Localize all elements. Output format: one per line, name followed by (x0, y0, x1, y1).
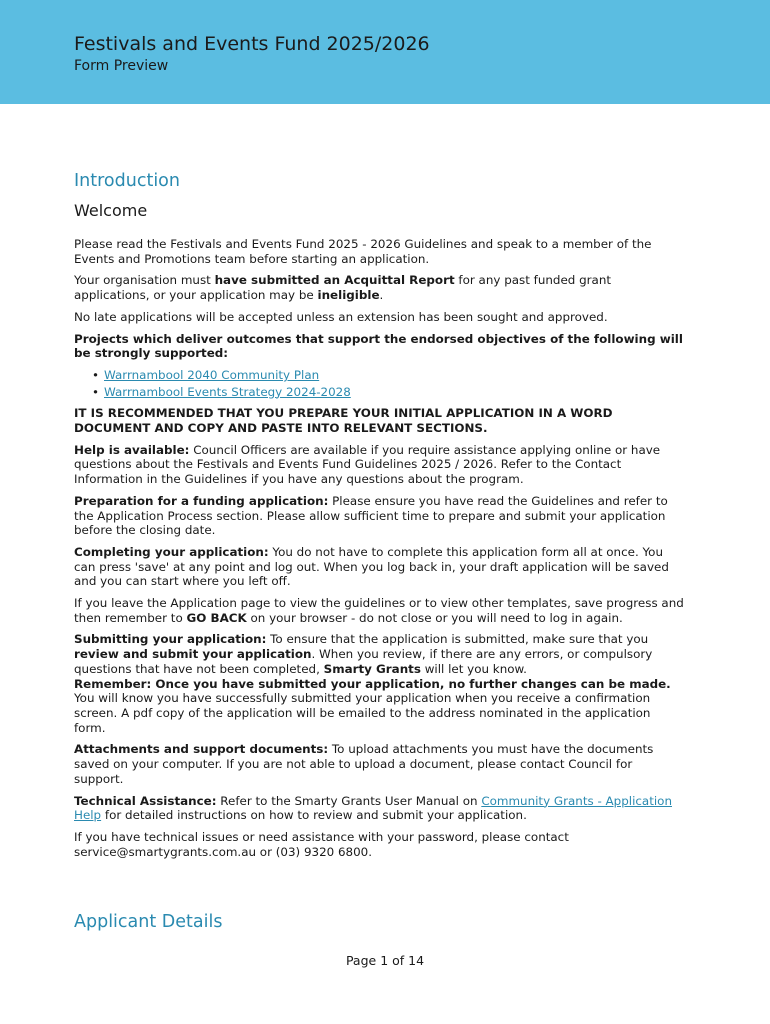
technical-assistance-label: Technical Assistance: (74, 793, 217, 808)
preparation-paragraph (74, 494, 684, 538)
attachments-text: To upload attachments you must have the documents saved on your computer. If you are not able to upload a document, please contact Council for support. (74, 742, 654, 786)
technical-text-1: Refer to the Smarty Grants User Manual on (216, 793, 482, 808)
objectives-bold: Projects which deliver outcomes that support the endorsed objectives of the following will be strongly supported: (74, 331, 683, 361)
submitting-label: Submitting your application: (74, 632, 267, 647)
completing-text: You do not have to complete this application form all at once. You can press 'save' at any point and log out. When you log back in, your draft application will be saved and you can start where you left off. (74, 544, 669, 589)
help-text: Council Officers are available if you require assistance applying online or have questions about the Festivals and Events Fund Guidelines 2025 / 2026. Refer to the Contact Information in the Guidelines if you have any questions about the program. (74, 442, 661, 487)
page-number: Page 1 of 14 (345, 953, 425, 968)
acquittal-paragraph (74, 273, 684, 302)
events-strategy-link[interactable]: Warrnambool Events Strategy 2024-2028 (104, 384, 351, 399)
list-item (104, 385, 684, 400)
attachments-paragraph (74, 742, 684, 786)
introduction-section (74, 170, 684, 866)
acquittal-bold: have submitted an Acquittal Report (214, 273, 455, 288)
recommendation-bold: IT IS RECOMMENDED THAT YOU PREPARE YOUR INITIAL APPLICATION IN A WORD DOCUMENT AND COPY AND PASTE INTO RELEVANT SECTIONS. (74, 406, 613, 436)
submitting-paragraph (74, 632, 684, 676)
remember-text: You will know you have successfully submitted your application when you receive a confirmation screen. A pdf copy of the application will be emailed to the address nominated in the application form. (74, 691, 651, 735)
attachments-label: Attachments and support documents: (74, 742, 329, 757)
technical-text-2: for detailed instructions on how to review and submit your application. (101, 808, 527, 823)
objectives-paragraph (74, 332, 684, 361)
submitting-text-1: To ensure that the application is submitted, make sure that you (266, 632, 649, 647)
remember-paragraph (74, 677, 684, 736)
form-title: Festivals and Events Fund 2025/2026 (74, 33, 430, 55)
review-submit-bold: review and submit your application (74, 647, 312, 662)
completing-label: Completing your application: (74, 544, 269, 559)
technical-assistance-paragraph (74, 794, 684, 823)
leave-text-1: If you leave the Application page to view the guidelines or to view other templates, save progress and then remember to (74, 596, 684, 625)
preparation-label: Preparation for a funding application: (74, 493, 329, 508)
remember-bold: Remember: Once you have submitted your application, no further changes can be made. (74, 676, 671, 691)
guidelines-paragraph: Please read the Festivals and Events Fund 2025 - 2026 Guidelines and speak to a member of the Events and Promotions team before starting an application. (74, 237, 652, 266)
contact-paragraph: If you have technical issues or need assistance with your password, please contact service@smartygrants.com.au or (03) 9320 6800. (74, 829, 569, 859)
list-item (104, 368, 684, 383)
preparation-text: Please ensure you have read the Guidelines and refer to the Application Process section. Please allow sufficient time to prepare and submit your application before the closing date. (74, 493, 668, 538)
acquittal-text-2: for any past funded grant applications, or your application may be (74, 273, 612, 303)
applicant-details-heading: Applicant Details (74, 912, 223, 932)
submitting-text-2: . When you review, if there are any errors, or compulsory questions that have not been completed, (74, 647, 653, 676)
welcome-heading: Welcome (74, 201, 148, 220)
page-header (0, 0, 770, 104)
late-applications-paragraph: No late applications will be accepted unless an extension has been sought and approved. (74, 309, 608, 324)
objectives-link-list (74, 368, 684, 399)
completing-paragraph (74, 545, 684, 589)
recommendation-paragraph (74, 406, 684, 435)
help-paragraph (74, 443, 684, 487)
acquittal-text-3: . (379, 288, 384, 303)
acquittal-text-1: Your organisation must (74, 273, 215, 288)
application-help-link[interactable]: Community Grants - Application Help (74, 793, 672, 823)
go-back-bold: GO BACK (186, 610, 247, 625)
smarty-grants-bold: Smarty Grants (323, 661, 421, 676)
introduction-heading: Introduction (74, 171, 180, 191)
form-subtitle: Form Preview (74, 58, 169, 74)
help-label: Help is available: (74, 442, 190, 457)
leave-text-2: on your browser - do not close or you will need to log in again. (246, 610, 623, 625)
community-plan-link[interactable]: Warrnambool 2040 Community Plan (104, 367, 320, 382)
leave-page-paragraph (74, 596, 684, 625)
ineligible-bold: ineligible (317, 288, 380, 303)
submitting-text-3: will let you know. (420, 661, 527, 676)
